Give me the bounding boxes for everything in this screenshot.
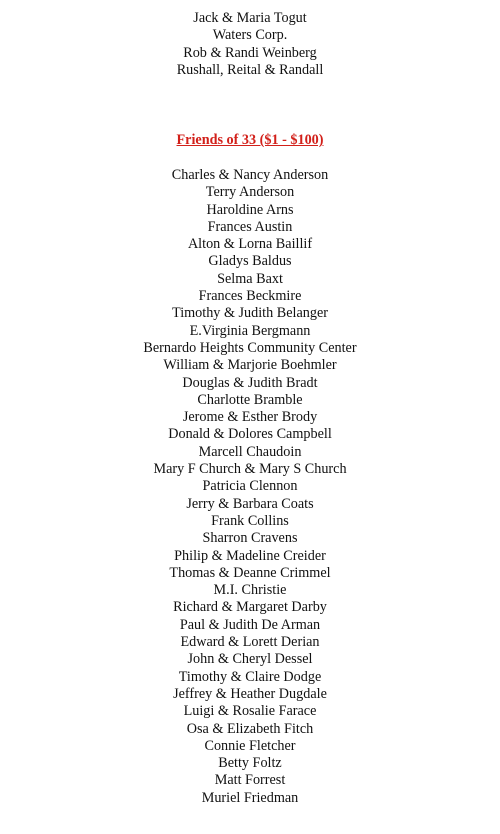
friends-donor-list [0, 167, 500, 807]
donor-name: Paul & Judith De Arman [179, 616, 321, 633]
donor-name: John & Cheryl Dessel [187, 651, 313, 668]
donor-name: Charles & Nancy Anderson [171, 167, 329, 183]
donor-name: Thomas & Deanne Crimmel [169, 564, 331, 581]
donor-name: Terry Anderson [205, 184, 295, 201]
donor-name: Philip & Madeline Creider [174, 547, 326, 564]
top-donor-list [0, 10, 500, 79]
donor-name: Waters Corp. [212, 27, 288, 44]
donor-name: Matt Forrest [214, 772, 286, 789]
donor-name: Donald & Dolores Campbell [168, 426, 332, 443]
donor-name: Selma Baxt [217, 270, 283, 287]
donor-name: Frances Austin [207, 218, 293, 235]
donor-name: Richard & Margaret Darby [173, 599, 327, 616]
donor-name: Jerome & Esther Brody [182, 409, 318, 426]
donor-name: Jack & Maria Togut [193, 10, 307, 26]
donor-name: Sharron Cravens [202, 530, 298, 547]
donor-name: Frances Beckmire [198, 288, 302, 305]
donor-name: Muriel Friedman [201, 789, 299, 806]
donor-name: Edward & Lorett Derian [180, 634, 320, 651]
donor-name: Jeffrey & Heather Dugdale [173, 685, 327, 702]
donor-name: Bernardo Heights Community Center [143, 339, 357, 356]
donor-name: Rushall, Reital & Randall [176, 61, 324, 78]
donor-name: Gladys Baldus [208, 253, 292, 270]
donor-name: Timothy & Judith Belanger [172, 305, 328, 322]
section-heading: Friends of 33 ($1 - $100) [176, 132, 324, 148]
donor-name: Alton & Lorna Baillif [187, 236, 313, 253]
donor-name: M.I. Christie [213, 582, 287, 599]
donor-name: Douglas & Judith Bradt [182, 374, 318, 391]
donor-name: Haroldine Arns [206, 201, 294, 218]
donor-name: Timothy & Claire Dodge [178, 668, 322, 685]
donor-name: Betty Foltz [218, 755, 282, 772]
donor-name: Luigi & Rosalie Farace [183, 703, 317, 720]
donor-name: Marcell Chaudoin [198, 443, 302, 460]
donor-name: E.Virginia Bergmann [189, 322, 311, 339]
donor-name: Mary F Church & Mary S Church [153, 461, 347, 478]
donor-name: Patricia Clennon [202, 478, 298, 495]
donor-name: Rob & Randi Weinberg [183, 44, 317, 61]
donor-name: Connie Fletcher [204, 737, 296, 754]
donor-name: Charlotte Bramble [197, 391, 303, 408]
donor-name: Jerry & Barbara Coats [186, 495, 314, 512]
donor-name: Frank Collins [211, 512, 289, 529]
donor-name: Osa & Elizabeth Fitch [186, 720, 314, 737]
donor-name: William & Marjorie Boehmler [163, 357, 337, 374]
